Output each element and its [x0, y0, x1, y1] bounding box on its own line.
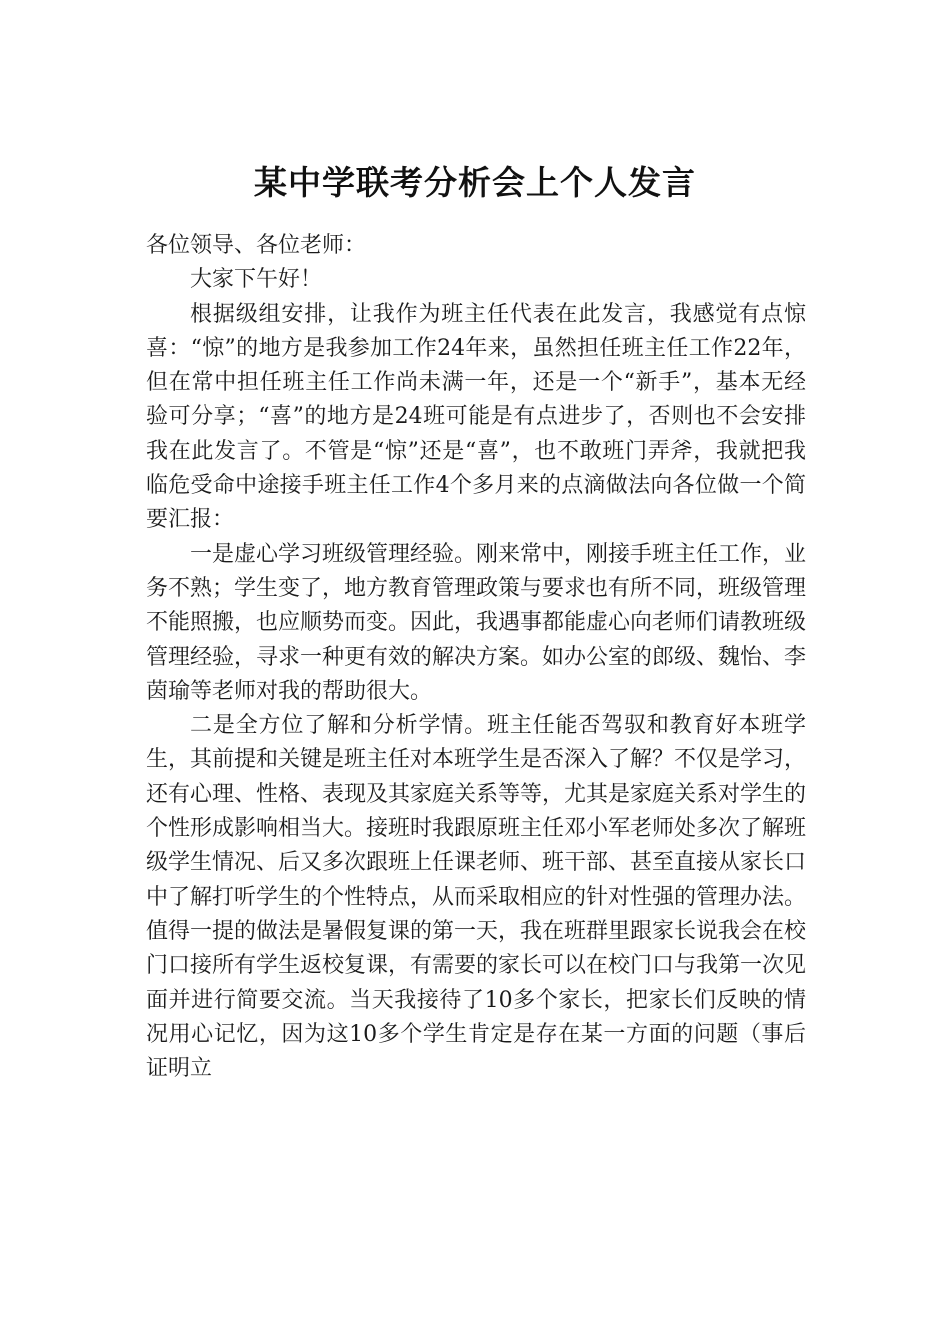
document-title: 某中学联考分析会上个人发言 [254, 163, 696, 202]
paragraph-point-one: 一是虚心学习班级管理经验。刚来常中，刚接手班主任工作，业务不熟；学生变了，地方教育管理政策与要求也有所不同，班级管理不能照搬，也应顺势而变。因此，我遇事都能虚心向老师们请教班级管理经验，寻求一种更有效的解决方案。如办公室的郎级、魏怡、李茵瑜等老师对我的帮助很大。 [146, 541, 807, 704]
paragraph-greeting: 大家下午好！ [190, 267, 323, 293]
paragraph-point-two: 二是全方位了解和分析学情。班主任能否驾驭和教育好本班学生，其前提和关键是班主任对本班学生是否深入了解？不仅是学习，还有心理、性格、表现及其家庭关系等等，尤其是家庭关系对学生的个性形成影响相当大。接班时我跟原班主任邓小军老师处多次了解班级学生情况、后又多次跟班上任课老师、班干部、甚至直接从家长口中了解打听学生的个性特点，从而采取相应的针对性强的管理办法。值得一提的做法是暑假复课的第一天，我在班群里跟家长说我会在校门口接所有学生返校复课，有需要的家长可以在校门口与我第一次见面并进行简要交流。当天我接待了10多个家长，把家长们反映的情况用心记忆，因为这10多个学生肯定是存在某一方面的问题（事后证明立 [146, 713, 807, 1082]
document-body [146, 229, 806, 1086]
paragraph-intro: 根据级组安排，让我作为班主任代表在此发言，我感觉有点惊喜：“惊”的地方是我参加工作24年来，虽然担任班主任工作22年，但在常中担任班主任工作尚未满一年，还是一个“新手”，基本无经验可分享；“喜”的地方是24班可能是有点进步了，否则也不会安排我在此发言了。不管是“惊”还是“喜”，也不敢班门弄斧，我就把我临危受命中途接手班主任工作4个多月来的点滴做法向各位做一个简要汇报： [146, 301, 806, 533]
salutation: 各位领导、各位老师： [146, 233, 367, 258]
